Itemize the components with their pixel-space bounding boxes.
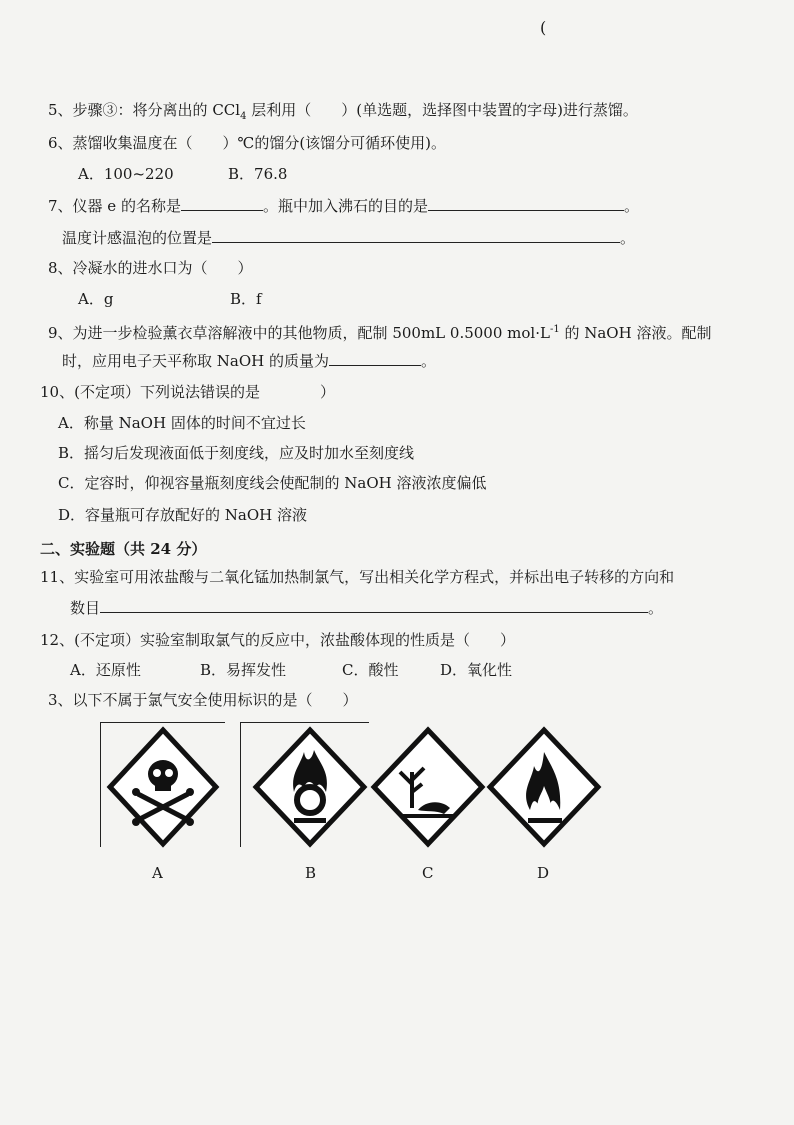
environment-hazard-icon[interactable] bbox=[374, 730, 482, 844]
question-5: 5、步骤③：将分离出的 CCl$_4$ 层利用（ ）(单选题，选择图中装置的字母)进行蒸馏。 bbox=[48, 101, 638, 122]
answer-blank[interactable] bbox=[428, 196, 624, 211]
question-11: 11、实验室可用浓盐酸与二氧化锰加热制氯气，写出相关化学方程式，并标出电子转移的方向和 bbox=[40, 568, 675, 586]
flammable-flame-icon[interactable] bbox=[490, 730, 598, 844]
question-7: 7、仪器 e 的名称是 。瓶中加入沸石的目的是 。 bbox=[48, 197, 639, 215]
question-6-options: A．100~220 B．76.8 bbox=[78, 165, 288, 183]
question-7-line2: 温度计感温泡的位置是 。 bbox=[62, 229, 636, 247]
question-9-line2: 时，应用电子天平称取 NaOH 的质量为 。 bbox=[62, 352, 436, 370]
section-title: 二、实验题（共 24 分） bbox=[40, 540, 207, 558]
question-12-options: A．还原性 B．易挥发性 C．酸性 D．氧化性 bbox=[70, 661, 513, 679]
answer-blank[interactable] bbox=[181, 196, 263, 211]
question-10-option-c: C．定容时，仰视容量瓶刻度线会使配制的 NaOH 溶液浓度偏低 bbox=[58, 474, 487, 492]
hazard-signs bbox=[100, 722, 620, 882]
question-13: 3、以下不属于氯气安全使用标识的是（ ） bbox=[48, 691, 358, 709]
question-10-option-a: A．称量 NaOH 固体的时间不宜过长 bbox=[58, 414, 306, 432]
skull-crossbones-icon[interactable] bbox=[110, 730, 216, 844]
question-6: 6、蒸馏收集温度在（ ）℃的馏分(该馏分可循环使用)。 bbox=[48, 134, 447, 152]
sign-label-a: A bbox=[152, 864, 163, 882]
sign-label-c: C bbox=[422, 864, 434, 882]
corner-mark: ( bbox=[540, 18, 547, 37]
question-10-option-d: D．容量瓶可存放配好的 NaOH 溶液 bbox=[58, 506, 308, 524]
question-12: 12、(不定项）实验室制取氯气的反应中，浓盐酸体现的性质是（ ） bbox=[40, 631, 515, 649]
answer-blank[interactable] bbox=[100, 598, 648, 613]
question-8-options: A．g B．f bbox=[78, 290, 262, 308]
question-10: 10、(不定项）下列说法错误的是 ） bbox=[40, 383, 335, 401]
sign-label-b: B bbox=[305, 864, 317, 882]
sign-label-d: D bbox=[537, 864, 550, 882]
oxidizer-flame-over-circle-icon[interactable] bbox=[256, 730, 364, 844]
answer-blank[interactable] bbox=[329, 351, 421, 366]
question-8: 8、冷凝水的进水口为（ ） bbox=[48, 259, 253, 277]
question-9: 9、为进一步检验薰衣草溶解液中的其他物质，配制 500mL 0.5000 $mol\cdot L^{-1}$ 的 NaOH 溶液。配制 bbox=[48, 324, 712, 342]
question-11-line2: 数目 。 bbox=[70, 599, 664, 617]
question-10-option-b: B．摇匀后发现液面低于刻度线，应及时加水至刻度线 bbox=[58, 444, 415, 462]
answer-blank[interactable] bbox=[212, 228, 620, 243]
